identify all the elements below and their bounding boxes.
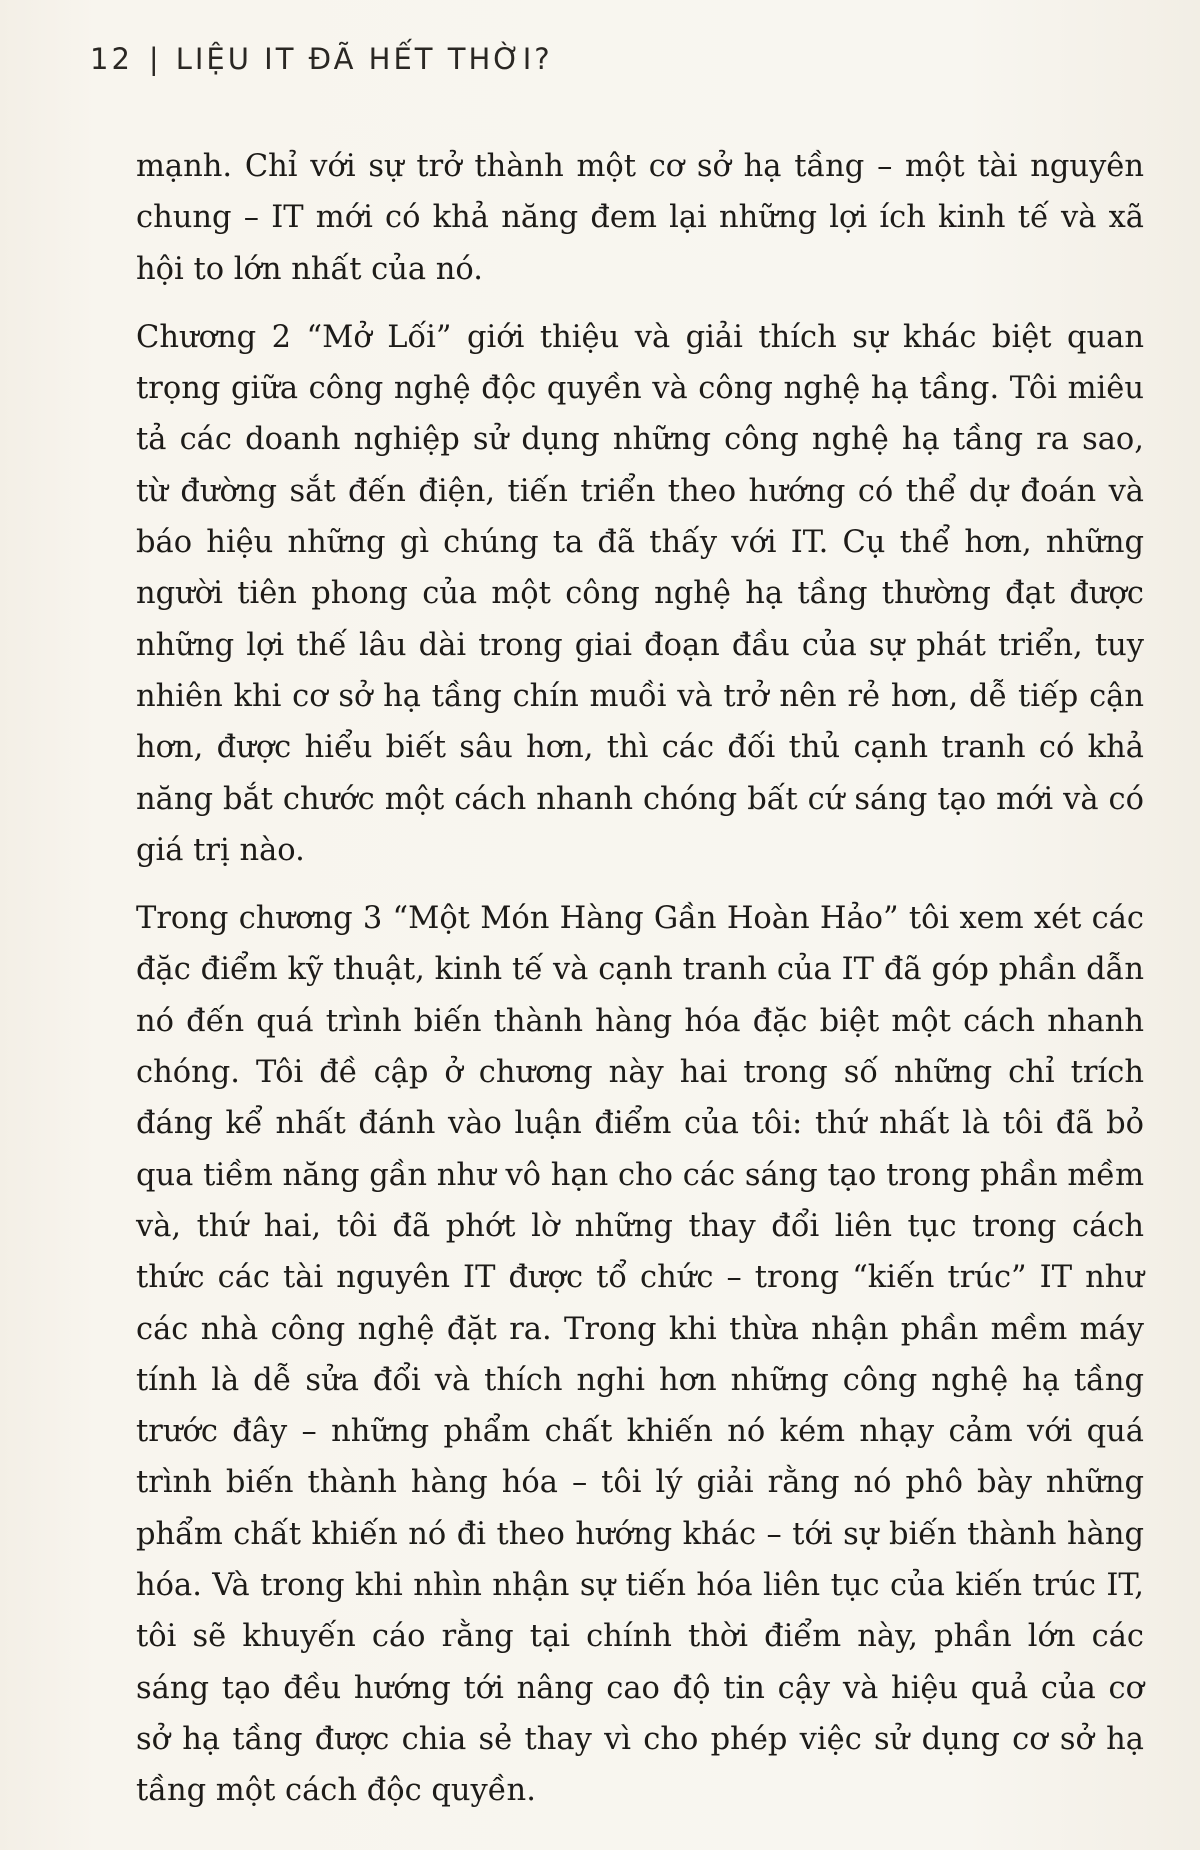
running-header: [90, 42, 553, 76]
paragraph-chapter-2: Chương 2 “Mở Lối” giới thiệu và giải thích sự khác biệt quan trọng giữa công nghệ độc quyền và công nghệ hạ tầng. Tôi miêu tả các doanh nghiệp sử dụng những công nghệ hạ tầng ra sao, từ đường sắt đến điện, tiến triển theo hướng có thể dự đoán và báo hiệu những gì chúng ta đã thấy với IT. Cụ thể hơn, những người tiên phong của một công nghệ hạ tầng thường đạt được những lợi thế lâu dài trong giai đoạn đầu của sự phát triển, tuy nhiên khi cơ sở hạ tầng chín muồi và trở nên rẻ hơn, dễ tiếp cận hơn, được hiểu biết sâu hơn, thì các đối thủ cạnh tranh có khả năng bắt chước một cách nhanh chóng bất cứ sáng tạo mới và có giá trị nào.: [136, 319, 1144, 868]
paragraph-continued: mạnh. Chỉ với sự trở thành một cơ sở hạ tầng – một tài nguyên chung – IT mới có khả năng đem lại những lợi ích kinh tế và xã hội to lớn nhất của nó.: [136, 149, 1144, 287]
running-title: LIỆU IT ĐÃ HẾT THỜI?: [175, 42, 553, 76]
paragraph-chapter-3: Trong chương 3 “Một Món Hàng Gần Hoàn Hảo” tôi xem xét các đặc điểm kỹ thuật, kinh tế và cạnh tranh của IT đã góp phần dẫn nó đến quá trình biến thành hàng hóa đặc biệt một cách nhanh chóng. Tôi đề cập ở chương này hai trong số những chỉ trích đáng kể nhất đánh vào luận điểm của tôi: thứ nhất là tôi đã bỏ qua tiềm năng gần như vô hạn cho các sáng tạo trong phần mềm và, thứ hai, tôi đã phớt lờ những thay đổi liên tục trong cách thức các tài nguyên IT được tổ chức – trong “kiến trúc” IT như các nhà công nghệ đặt ra. Trong khi thừa nhận phần mềm máy tính là dễ sửa đổi và thích nghi hơn những công nghệ hạ tầng trước đây – những phẩm chất khiến nó kém nhạy cảm với quá trình biến thành hàng hóa – tôi lý giải rằng nó phô bày những phẩm chất khiến nó đi theo hướng khác – tới sự biến thành hàng hóa. Và trong khi nhìn nhận sự tiến hóa liên tục của kiến trúc IT, tôi sẽ khuyến cáo rằng tại chính thời điểm này, phần lớn các sáng tạo đều hướng tới nâng cao độ tin cậy và hiệu quả của cơ sở hạ tầng được chia sẻ thay vì cho phép việc sử dụng cơ sở hạ tầng một cách độc quyền.: [136, 901, 1144, 1809]
body-text: [136, 141, 1144, 1834]
header-separator: |: [148, 42, 162, 76]
page-number: 12: [90, 42, 133, 76]
